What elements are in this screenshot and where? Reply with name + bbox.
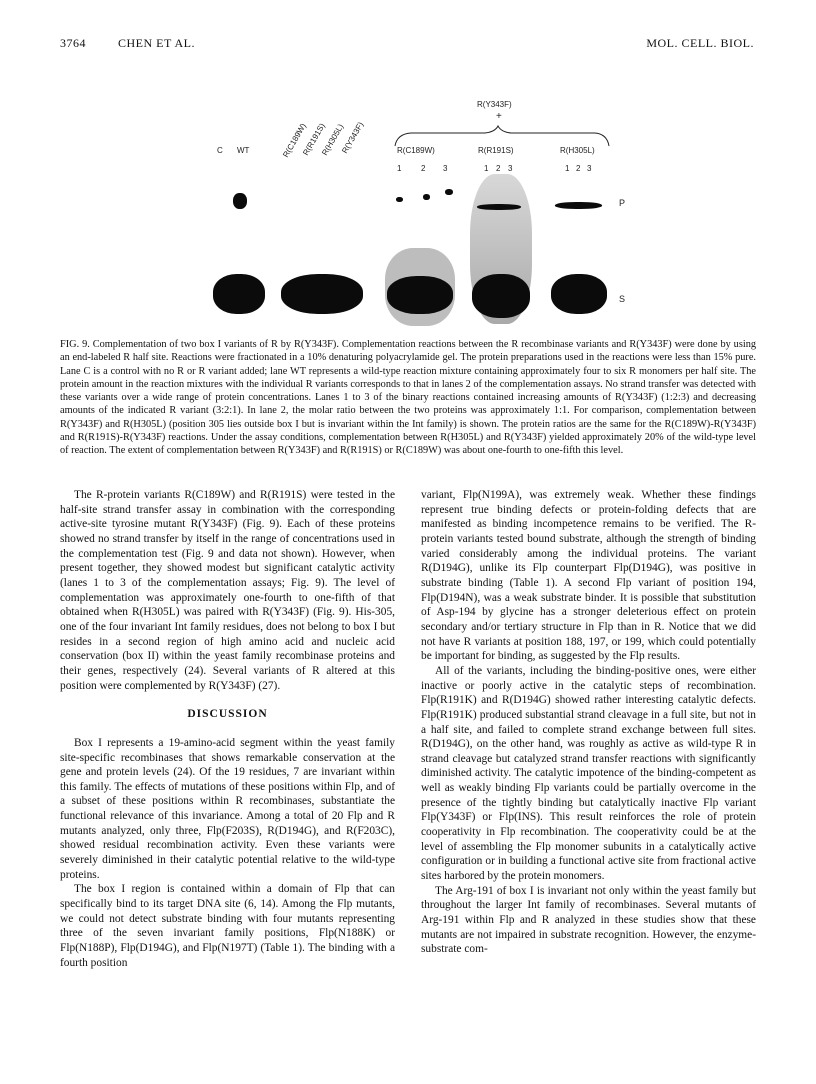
lane-label-wt: WT: [237, 146, 250, 155]
subgroup-lane-3: 3: [508, 164, 513, 173]
figure-caption: FIG. 9. Complementation of two box I variants of R by R(Y343F). Complementation reactions between the R recombinase variants and R(Y343F) were done by using an end-labeled R half site. Reactions were fractionated in a 10% denaturing polyacrylamide gel. The protein preparations used in the reactions were less than 15% pure. Lane C is a control with no R or R variant added; lane WT represents a wild-type reaction mixture containing approximately four to six R monomers per half site. The protein amount in the reaction mixtures with the individual R variants corresponds to that in lanes 2 of the complementation assays. No strand transfer was detected with these variants over a wide range of protein concentrations. Lanes 1 to 3 of the binary reactions contained increasing amounts of R(Y343F) (1:2:3) and decreasing amounts of the indicated R variant (3:2:1). In lane 2, the molar ratio between the two proteins was approximately 1:1. For comparison, complementation between R(Y343F) and R(H305L) (position 305 lies outside box I but is invariant within the Int family) is shown. The protein ratios are the same for the R(C189W)-R(Y343F) and R(R191S)-R(Y343F) reactions. Under the assay conditions, complementation between R(H305L) and R(Y343F) yielded approximately 20% of the wild-type level of reaction. The extent of complementation between R(Y343F) and R(R191S) or R(C189W) was about one-fourth to one-fifth this level.: [60, 339, 756, 457]
running-authors: CHEN ET AL.: [118, 36, 195, 50]
paragraph: The R-protein variants R(C189W) and R(R191S) were tested in the half-site strand transfer assay in combination with the corresponding active-site tyrosine mutant R(Y343F) (Fig. 9). Each of these proteins showed no strand transfer by itself in the range of concentrations used in the complementation test (Fig. 9 and data not shown). However, when present together, they showed modest but significant catalytic activity (lanes 1 to 3 of the complementation assays; Fig. 9). The level of complementation was approximately one-fourth to one-fifth of that obtained when R(H305L) was paired with R(Y343F) (Fig. 9). His-305, one of the four invariant Int family residues, does not belong to box I but resides in a second region of high amino acid and nucleic acid conservation (box II) within the yeast family recombinase proteins and their genes, respectively (24). Several variants of R altered at this position were complemented by R(Y343F) (27).: [60, 489, 395, 692]
group-label: R(Y343F): [477, 100, 512, 109]
substrate-band-c189w: [387, 276, 453, 314]
subgroup-lane-3: 3: [443, 164, 448, 173]
right-column: [421, 488, 756, 957]
product-band-wt: [233, 193, 247, 209]
subgroup-label-r191s: R(R191S): [478, 146, 514, 155]
subgroup-lane-2: 2: [496, 164, 501, 173]
group-plus: +: [496, 111, 502, 122]
page-number: 3764: [60, 36, 86, 50]
product-band: [396, 197, 403, 202]
paragraph: All of the variants, including the binding-positive ones, were either inactive or poorly active in the catalytic steps of recombination. Flp(R191K) and R(D194G) showed rather interesting catalytic defects. Flp(R191K) produced substantial strand cleavage in a full site, but not in a half site, and failed to complete strand exchange between full sites. R(D194G), on the other hand, was roughly as active as wild-type R in strand cleavage but catalyzed strand transfer reactions with significantly diminished activity. The catalytic impotence of the binding-competent as well as weakly binding Flp variants could be partially overcome in the presence of the tightly binding but catalytically inactive Flp variant Flp(Y343F) or Flp(INS). This result reinforces the role of protein cooperativity in Flp recombination. The cooperativity could be at the level of assembling the Flp monomer subunits in a catalytically active configuration or in building a functional active site from fractional active sites harbored by the protein monomers.: [421, 664, 756, 883]
paragraph: Box I represents a 19-amino-acid segment within the yeast family site-specific recombinases that shows remarkable conservation at the gene and protein levels (24). Of the 19 residues, 7 are invariant within this family. The effects of mutations of these positions within Flp, and of a subset of these positions within R recombinases, substantiate the functional relevance of this invariance. Among a total of 20 Flp and R mutants analyzed, only three, Flp(F203S), R(D194G), and R(F203C), showed residual recombination activity. Even these variants were severely diminished in their catalytic potential relative to the wild-type proteins.: [60, 736, 395, 881]
product-band: [423, 194, 430, 200]
subgroup-lane-1: 1: [565, 164, 570, 173]
substrate-band-variants: [281, 274, 363, 314]
product-band-label: P: [619, 198, 626, 208]
product-band: [445, 189, 453, 195]
substrate-band-r191s: [472, 274, 530, 318]
lane-label-c189w: R(C189W): [281, 121, 308, 159]
lane-label-r191s: R(R191S): [301, 121, 327, 157]
gel-figure: [195, 98, 635, 328]
product-band-h305l: [555, 202, 602, 209]
subgroup-lane-2: 2: [421, 164, 426, 173]
lane-label-h305l: R(H305L): [320, 122, 346, 157]
product-band-r191s: [477, 204, 521, 210]
subgroup-lane-1: 1: [484, 164, 489, 173]
journal-name: MOL. CELL. BIOL.: [646, 36, 754, 50]
subgroup-label-c189w: R(C189W): [397, 146, 435, 155]
subgroup-lane-3: 3: [587, 164, 592, 173]
substrate-band-label: S: [619, 294, 626, 304]
paragraph: The box I region is contained within a domain of Flp that can specifically bind to its target DNA site (6, 14). Among the Flp mutants, we could not detect substrate binding with four mutants representing three of the seven invariant family positions, Flp(N188K) or Flp(N188P), Flp(D194G), and Flp(N197T) (Table 1). The binding with a fourth position: [60, 883, 395, 969]
lane-label-c: C: [217, 146, 223, 155]
paragraph: variant, Flp(N199A), was extremely weak. Whether these findings represent true binding defects or protein-folding defects that are manifested as binding incompetence remains to be verified. The R-protein variants tested bound substrate, although the strength of binding varied considerably among the individual proteins. The variant R(D194G), unlike its Flp counterpart Flp(D194G), was positive in substrate binding (Table 1). A second Flp variant of position 194, Flp(D194N), was a weak substrate binder. It is possible that substitution of Asp-194 by glycine has a stronger deleterious effect on protein secondary and/or tertiary structure in Flp than in R. Notice that we did not have R variants at position 188, 197, or 199, which could potentially be important for binding, as suggested by the Flp results.: [421, 489, 756, 663]
paragraph: The Arg-191 of box I is invariant not only within the yeast family but throughout the larger Int family of recombinases. Several mutants of Arg-191 within Flp and R analyzed in these studies show that these mutants are not impaired in substrate recognition. However, the enzyme-substrate com-: [421, 884, 756, 956]
subgroup-label-h305l: R(H305L): [560, 146, 595, 155]
subgroup-lane-2: 2: [576, 164, 581, 173]
lane-label-y343f: R(Y343F): [340, 120, 366, 155]
substrate-band-c-wt: [213, 274, 265, 314]
subgroup-lane-1: 1: [397, 164, 402, 173]
substrate-band-h305l: [551, 274, 607, 314]
left-column: [60, 488, 395, 970]
section-heading: DISCUSSION: [187, 708, 268, 721]
